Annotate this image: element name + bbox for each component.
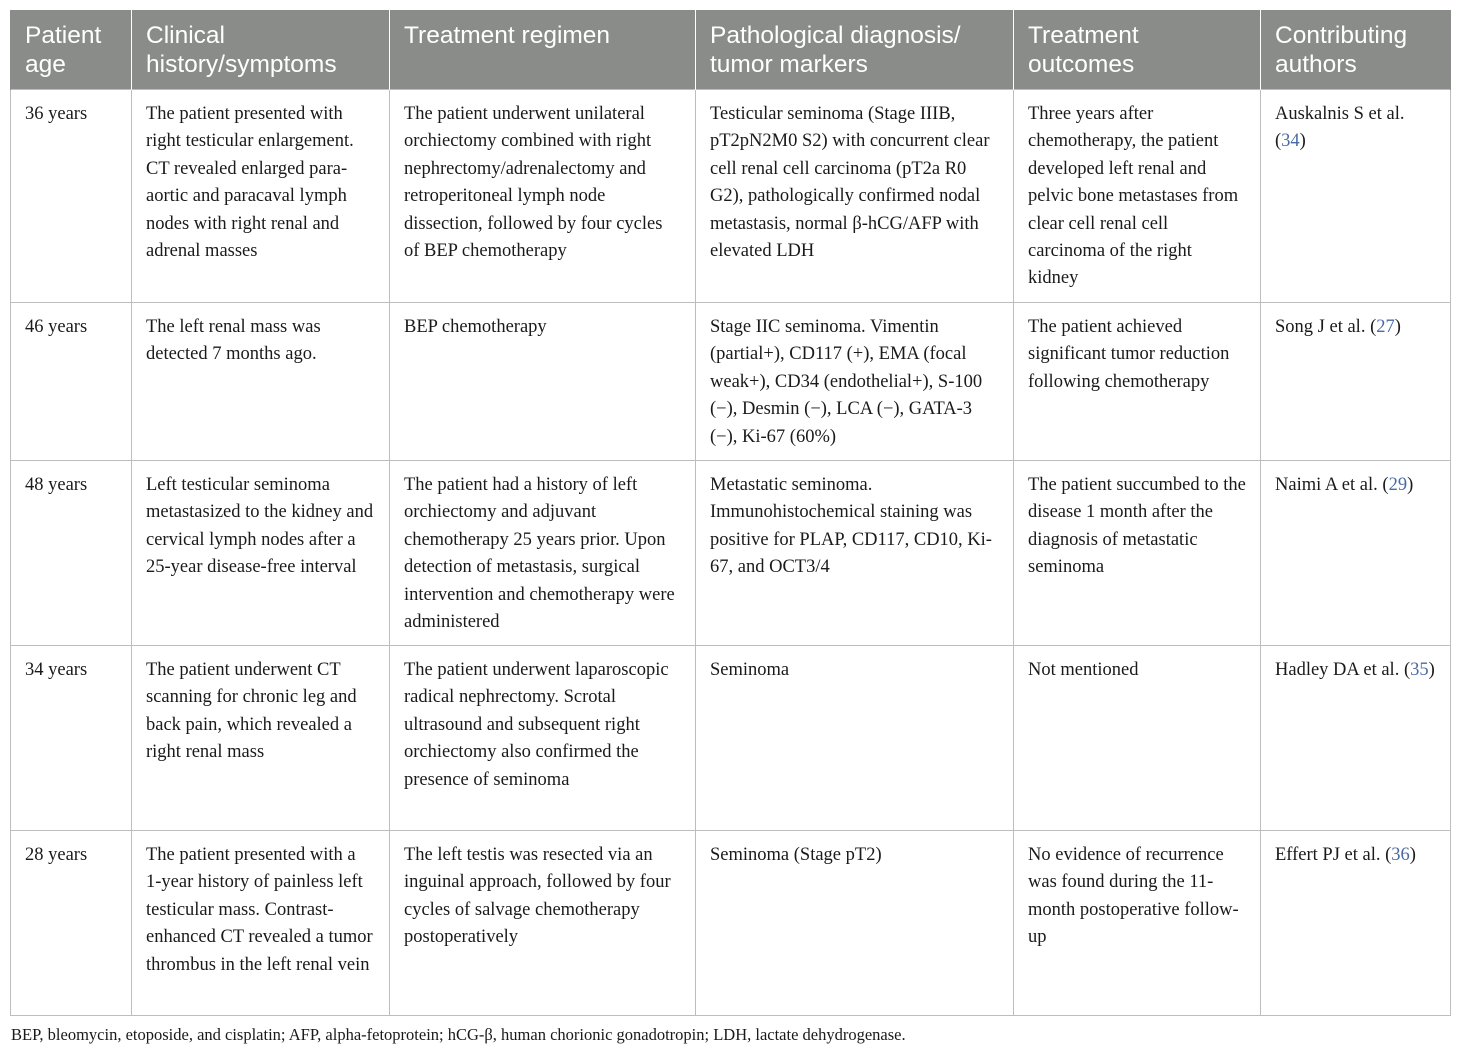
table-row [11,90,1451,303]
reference-link[interactable]: 27 [1376,317,1395,337]
reference-link[interactable]: 36 [1391,845,1410,865]
cell-age: 46 years [11,303,132,461]
cell-author [1261,90,1451,303]
table-row [11,461,1451,646]
cell-age: 48 years [11,461,132,646]
cell-history: The patient presented with a 1-year history of painless left testicular mass. Contrast-enhanced CT revealed a tumor thrombus in the left renal vein [132,831,390,1016]
cell-author [1261,461,1451,646]
reference-link[interactable]: 34 [1281,131,1300,152]
cell-diagnosis: Seminoma [696,646,1014,831]
header-row [11,10,1451,90]
cell-author [1261,303,1451,461]
cell-treatment: The left testis was resected via an inguinal approach, followed by four cycles of salvage chemotherapy postoperatively [390,831,696,1016]
cell-age: 36 years [11,90,132,303]
table-container [10,10,1450,1016]
cell-age: 34 years [11,646,132,831]
reference-link[interactable]: 35 [1410,660,1429,680]
cell-diagnosis: Seminoma (Stage pT2) [696,831,1014,1016]
cell-author [1261,646,1451,831]
cell-age: 28 years [11,831,132,1016]
cell-history: The left renal mass was detected 7 months ago. [132,303,390,461]
cell-diagnosis: Stage IIC seminoma. Vimentin (partial+), CD117 (+), EMA (focal weak+), CD34 (endothelial+), S-100 (−), Desmin (−), LCA (−), GATA-3 (−), Ki-67 (60%) [696,303,1014,461]
author-close: ) [1409,845,1416,865]
reference-link[interactable]: 29 [1388,475,1408,495]
cell-outcome: No evidence of recurrence was found during the 11-month postoperative follow-up [1014,831,1261,1016]
cell-treatment: BEP chemotherapy [390,303,696,461]
author-text: Naimi A et al. ( [1275,475,1389,495]
cell-history: The patient underwent CT scanning for chronic leg and back pain, which revealed a right renal mass [132,646,390,831]
author-text: Hadley DA et al. ( [1275,660,1411,680]
author-text: Song J et al. ( [1275,317,1377,337]
cell-outcome: Not mentioned [1014,646,1261,831]
cell-treatment: The patient underwent unilateral orchiectomy combined with right nephrectomy/adrenalectomy and retroperitoneal lymph node dissection, followed by four cycles of BEP chemotherapy [390,90,696,303]
cell-outcome: Three years after chemotherapy, the patient developed left renal and pelvic bone metastases from clear cell renal cell carcinoma of the right kidney [1014,90,1261,303]
table-footnote: BEP, bleomycin, etoposide, and cisplatin; AFP, alpha-fetoprotein; hCG-β, human chorionic gonadotropin; LDH, lactate dehydrogenase. [11,1025,906,1044]
cell-author [1261,831,1451,1016]
cell-treatment: The patient underwent laparoscopic radical nephrectomy. Scrotal ultrasound and subsequent right orchiectomy also confirmed the presence of seminoma [390,646,696,831]
cell-outcome: The patient achieved significant tumor reduction following chemotherapy [1014,303,1261,461]
cell-history: Left testicular seminoma metastasized to the kidney and cervical lymph nodes after a 25-year disease-free interval [132,461,390,646]
cell-diagnosis: Testicular seminoma (Stage IIIB, pT2pN2M0 S2) with concurrent clear cell renal cell carcinoma (pT2a R0 G2), pathologically confirmed nodal metastasis, normal β-hCG/AFP with elevated LDH [696,90,1014,303]
cell-history: The patient presented with right testicular enlargement. CT revealed enlarged para-aortic and paracaval lymph nodes with right renal and adrenal masses [132,90,390,303]
cell-diagnosis: Metastatic seminoma. Immunohistochemical staining was positive for PLAP, CD117, CD10, Ki-67, and OCT3/4 [696,461,1014,646]
cell-outcome: The patient succumbed to the disease 1 month after the diagnosis of metastatic seminoma [1014,461,1261,646]
header-contributing-authors: Contributing authors [1261,10,1451,90]
header-pathological-diagnosis: Pathological diagnosis/ tumor markers [696,10,1014,90]
header-patient-age: Patient age [11,10,132,90]
author-close: ) [1299,131,1306,152]
table-row [11,831,1451,1016]
author-close: ) [1394,317,1401,337]
author-close: ) [1428,660,1435,680]
author-text: Effert PJ et al. ( [1275,845,1392,865]
cell-treatment: The patient had a history of left orchiectomy and adjuvant chemotherapy 25 years prior. Upon detection of metastasis, surgical intervention and chemotherapy were administered [390,461,696,646]
header-treatment-outcomes: Treatment outcomes [1014,10,1261,90]
table-row [11,303,1451,461]
table-row [11,646,1451,831]
author-close: ) [1407,475,1414,495]
header-treatment-regimen: Treatment regimen [390,10,696,90]
author-text: Auskalnis S et al. ( [1275,104,1405,152]
case-table [10,10,1451,1016]
header-clinical-history: Clinical history/symptoms [132,10,390,90]
